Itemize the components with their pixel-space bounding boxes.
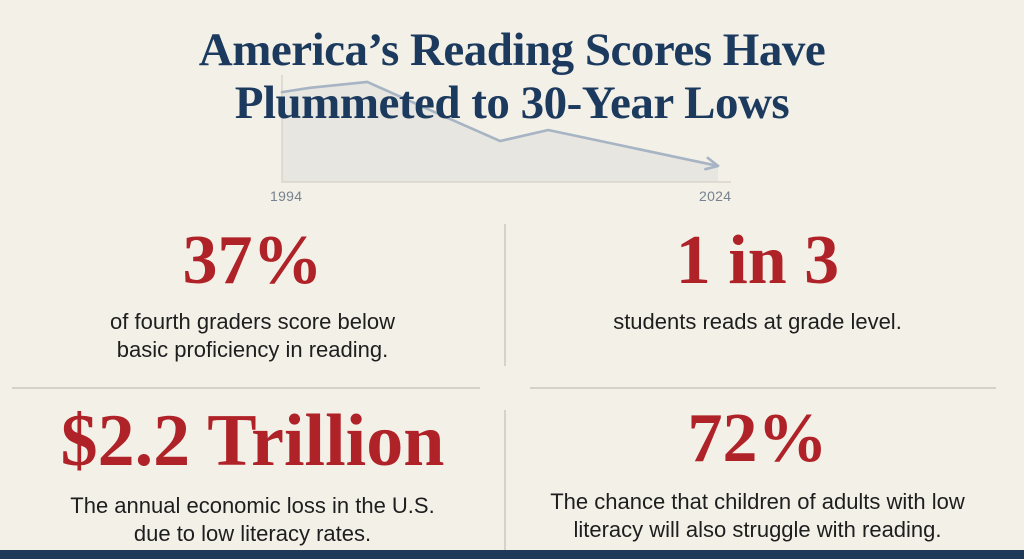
footer-bar <box>0 550 1024 559</box>
stat-caption <box>70 492 434 548</box>
x-tick-end-year: 2024 <box>699 188 732 204</box>
stat-value: 1 in 3 <box>675 222 840 299</box>
stat-caption-line-2: due to low literacy rates. <box>133 521 372 546</box>
title-line-2: Plummeted to 30-Year Lows <box>234 77 790 129</box>
stat-caption <box>110 308 395 364</box>
stat-value: 72% <box>687 400 828 477</box>
stat-caption-line-2: basic proficiency in reading. <box>116 337 389 362</box>
stat-caption <box>613 308 902 336</box>
stat-caption <box>550 488 965 544</box>
stat-value: $2.2 Trillion <box>60 400 445 482</box>
stat-caption-line-1: The chance that children of adults with low <box>550 489 965 514</box>
stat-literacy-inheritance <box>505 388 1010 550</box>
stat-below-basic <box>0 212 505 388</box>
stat-grade-level <box>505 212 1010 388</box>
stat-caption-line-1: The annual economic loss in the U.S. <box>70 493 435 518</box>
x-tick-start-year: 1994 <box>270 188 303 204</box>
stat-value: 37% <box>182 222 323 299</box>
stat-caption-line-2: literacy will also struggle with reading. <box>573 517 942 542</box>
stat-caption-line-1: students reads at grade level. <box>613 309 902 334</box>
page-title <box>0 24 1024 130</box>
title-line-1: America’s Reading Scores Have <box>198 24 826 76</box>
stat-caption-line-1: of fourth graders score below <box>110 309 395 334</box>
stat-economic-loss <box>0 388 505 550</box>
